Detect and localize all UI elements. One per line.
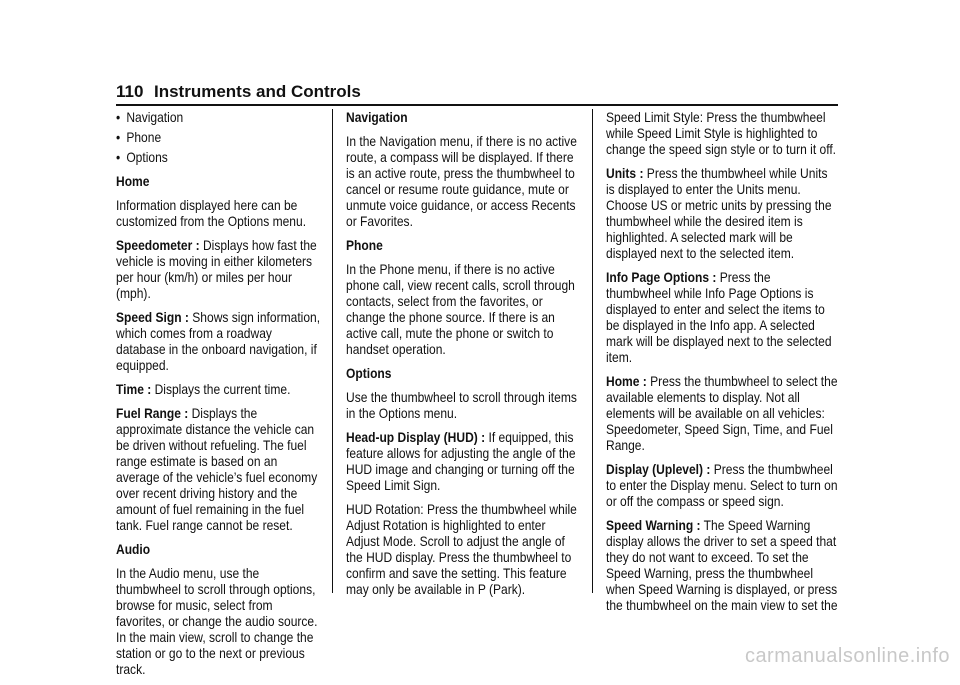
page-number: 110 bbox=[116, 82, 144, 101]
paragraph-navigation: In the Navigation menu, if there is no active route, a compass will be displayed. If there is an active route, press the thumbwheel to cancel or resume route guidance, mute or unmute voice guidance, or access Recents or Favorites. bbox=[346, 133, 577, 229]
paragraph-home: Information displayed here can be customized from the Options menu. bbox=[116, 197, 307, 229]
column-1 bbox=[116, 109, 322, 685]
page-header bbox=[116, 82, 838, 106]
paragraph-speed-limit-style: Speed Limit Style: Press the thumbwheel while Speed Limit Style is highlighted to change the speed sign style or to turn it off. bbox=[606, 109, 837, 157]
paragraph-home-options: Home : Press the thumbwheel to select the available elements to display. Not all elements will be available on all vehicles: Speedometer, Speed Sign, Time, and Fuel Range. bbox=[606, 373, 838, 453]
paragraph-display-uplevel: Display (Uplevel) : Press the thumbwheel to enter the Display menu. Select to turn on or off the compass or speed sign. bbox=[606, 461, 838, 509]
paragraph-hud-rotation: HUD Rotation: Press the thumbwheel while Adjust Rotation is highlighted to enter Adjust Mode. Scroll to adjust the angle of the HUD display. Press the thumbwheel to confirm and save the setting. This feature may only be available in P (Park). bbox=[346, 501, 577, 597]
column-divider-2 bbox=[592, 109, 593, 593]
heading-navigation: Navigation bbox=[346, 109, 408, 125]
heading-home: Home bbox=[116, 173, 150, 189]
column-divider-1 bbox=[332, 109, 333, 593]
bullet-icon: • bbox=[116, 129, 121, 145]
paragraph-fuel-range: Fuel Range : Displays the approximate distance the vehicle can be driven without refueling. The fuel range estimate is based on an average of the vehicle’s fuel economy over recent driving history and the amount of fuel remaining in the fuel tank. Fuel range cannot be reset. bbox=[116, 405, 318, 533]
paragraph-time: Time : Displays the current time. bbox=[116, 381, 291, 397]
section-title: Instruments and Controls bbox=[154, 82, 361, 101]
paragraph-speed-sign: Speed Sign : Shows sign information, which comes from a roadway database in the onboard navigation, if equipped. bbox=[116, 309, 321, 373]
paragraph-speed-warning: Speed Warning : The Speed Warning display allows the driver to set a speed that they do not want to exceed. To set the Speed Warning, press the thumbwheel when Speed Warning is displayed, or press the thumbwheel on the main view to set the bbox=[606, 517, 838, 613]
heading-options: Options bbox=[346, 365, 392, 381]
paragraph-audio: In the Audio menu, use the thumbwheel to scroll through options, browse for music, select from favorites, or change the audio source. In the main view, scroll to change the station or go to the next or previous track. bbox=[116, 565, 318, 677]
bullet-icon: • bbox=[116, 149, 121, 165]
bullet-item-options: • Options bbox=[116, 149, 168, 165]
paragraph-hud: Head-up Display (HUD) : If equipped, this feature allows for adjusting the angle of the HUD image and changing or turning off the Speed Limit Sign. bbox=[346, 429, 576, 493]
heading-phone: Phone bbox=[346, 237, 383, 253]
heading-audio: Audio bbox=[116, 541, 151, 557]
bullet-item-phone: • Phone bbox=[116, 129, 162, 145]
watermark: carmanualsonline.info bbox=[744, 645, 950, 667]
paragraph-phone: In the Phone menu, if there is no active phone call, view recent calls, scroll through contacts, select from the favorites, or change the phone source. If there is an active call, mute the phone or switch to handset operation. bbox=[346, 261, 575, 357]
paragraph-options: Use the thumbwheel to scroll through items in the Options menu. bbox=[346, 389, 577, 421]
bullet-item-navigation: • Navigation bbox=[116, 109, 184, 125]
column-3 bbox=[606, 109, 838, 621]
paragraph-info-page-options: Info Page Options : Press the thumbwheel while Info Page Options is displayed to enter and select the items to be displayed in the Info app. A selected mark will be displayed next to the selected item. bbox=[606, 269, 832, 365]
bullet-icon: • bbox=[116, 109, 121, 125]
paragraph-speedometer: Speedometer : Displays how fast the vehicle is moving in either kilometers per hour (km/h) or miles per hour (mph). bbox=[116, 237, 317, 301]
paragraph-units: Units : Press the thumbwheel while Units is displayed to enter the Units menu. Choose US or metric units by pressing the thumbwheel while the desired item is highlighted. A selected mark will be displayed next to the selected item. bbox=[606, 165, 832, 261]
column-2 bbox=[346, 109, 578, 605]
